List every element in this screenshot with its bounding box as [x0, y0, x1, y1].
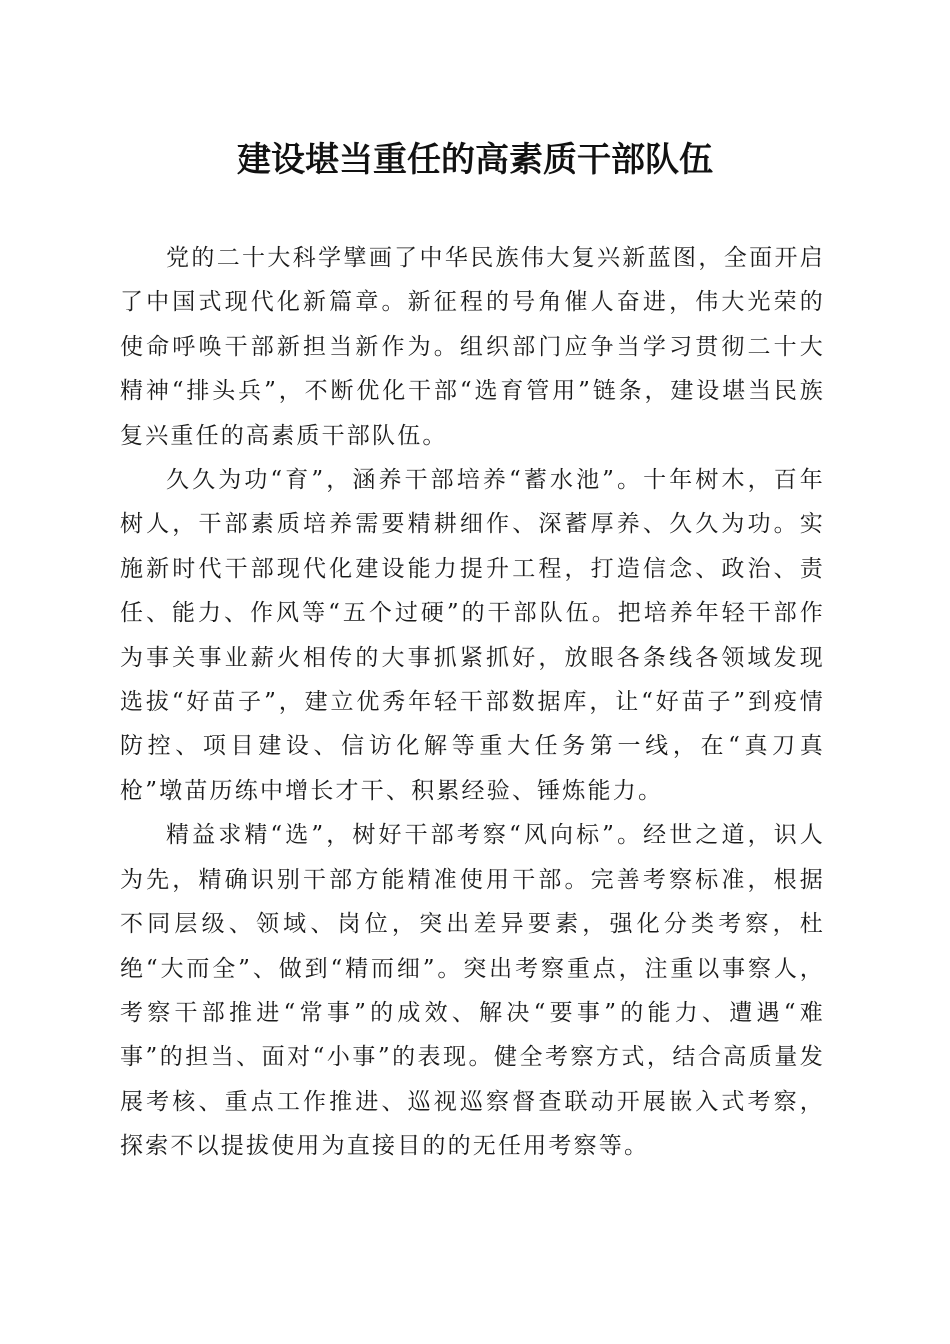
paragraph-intro: 党的二十大科学擘画了中华民族伟大复兴新蓝图，全面开启了中国式现代化新篇章。新征程的号角催人奋进，伟大光荣的使命呼唤干部新担当新作为。组织部门应争当学习贯彻二十大精神“排头兵”，不断优化干部“选育管用”链条，建设堪当民族复兴重任的高素质干部队伍。 [120, 245, 825, 449]
paragraph-select: 精益求精“选”，树好干部考察“风向标”。经世之道，识人为先，精确识别干部方能精准使用干部。完善考察标准，根据不同层级、领域、岗位，突出差异要素，强化分类考察，杜绝“大而全”、做到“精而细”。突出考察重点，注重以事察人，考察干部推进“常事”的成效、解决“要事”的能力、遭遇“难事”的担当、面对“小事”的表现。健全考察方式，结合高质量发展考核、重点工作推进、巡视巡察督查联动开展嵌入式考察，探索不以提拔使用为直接目的的无任用考察等。 [120, 822, 825, 1160]
paragraph-cultivate: 久久为功“育”，涵养干部培养“蓄水池”。十年树木，百年树人，干部素质培养需要精耕细作、深蓄厚养、久久为功。实施新时代干部现代化建设能力提升工程，打造信念、政治、责任、能力、作风等“五个过硬”的干部队伍。把培养年轻干部作为事关事业薪火相传的大事抓紧抓好，放眼各条线各领域发现选拔“好苗子”，建立优秀年轻干部数据库，让“好苗子”到疫情防控、项目建设、信访化解等重大任务第一线，在“真刀真枪”墩苗历练中增长才干、积累经验、锤炼能力。 [120, 467, 825, 804]
document-body [120, 236, 825, 1169]
document-title: 建设堪当重任的高素质干部队伍 [237, 140, 713, 180]
